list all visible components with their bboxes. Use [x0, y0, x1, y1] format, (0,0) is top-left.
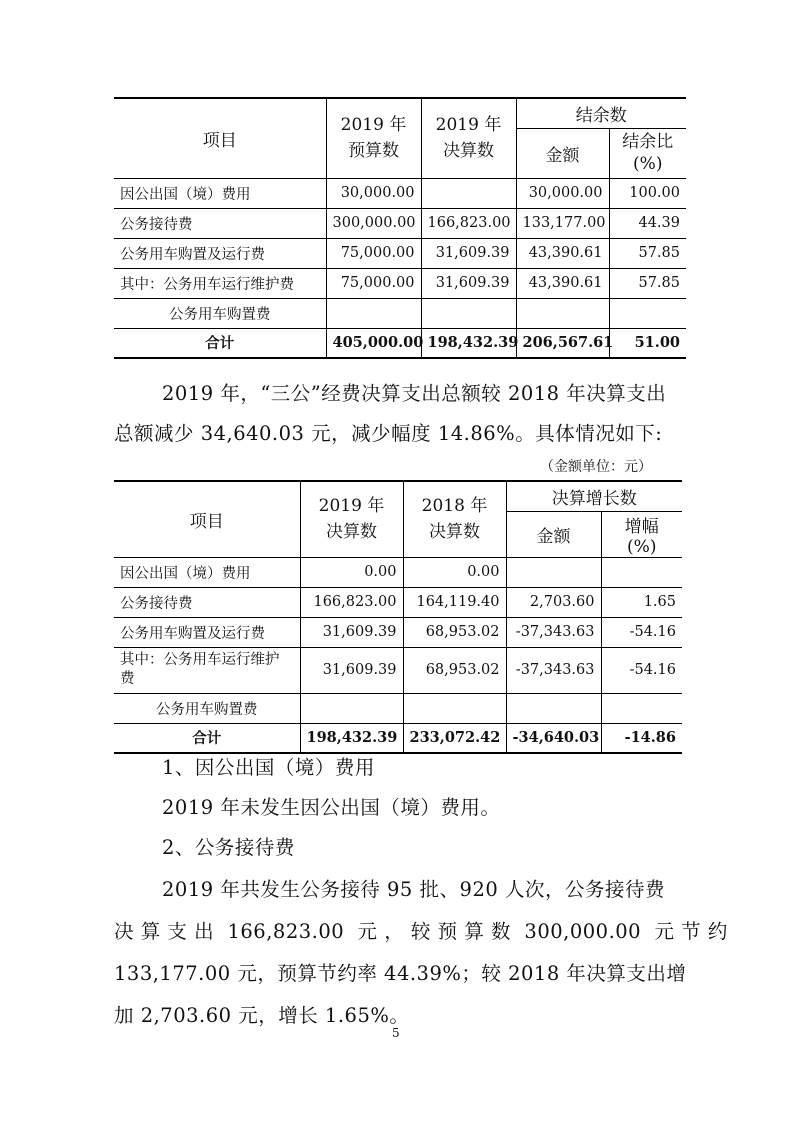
table-total-row: 合计 405,000.00 198,432.39 206,567.61 51.00	[114, 328, 686, 358]
table-row: 因公出国（境）费用 30,000.00 30,000.00 100.00	[114, 178, 686, 208]
paragraph-line: 决 算 支 出 166,823.00 元 ， 较 预 算 数 300,000.00 元 节 约	[114, 920, 728, 943]
paragraph-line: 133,177.00 元，预算节约率 44.39%；较 2018 年决算支出增	[114, 962, 687, 985]
header-budget: 2019 年 预算数	[326, 98, 421, 178]
unit-note: （金额单位：元）	[540, 459, 652, 475]
table-total-row: 合计 198,432.39 233,072.42 -34,640.03 -14.86	[114, 723, 682, 753]
table-row: 其中：公务用车运行维护 费 31,609.39 68,953.02 -37,343.63 -54.16	[114, 647, 682, 693]
table-row: 公务用车购置费	[114, 693, 682, 723]
header-balance-ratio: 结余比 (%)	[609, 128, 686, 178]
table-row: 公务用车购置及运行费 31,609.39 68,953.02 -37,343.63 -54.16	[114, 617, 682, 647]
header-item: 项目	[114, 98, 326, 178]
table-row: 公务接待费 300,000.00 166,823.00 133,177.00 44.39	[114, 208, 686, 238]
header-item: 项目	[114, 481, 300, 557]
table-row: 公务用车购置费	[114, 298, 686, 328]
paragraph-line: 2019 年未发生因公出国（境）费用。	[162, 796, 501, 819]
paragraph-line: 2019 年共发生公务接待 95 批、920 人次，公务接待费	[162, 878, 665, 901]
table-row: 其中：公务用车运行维护费 75,000.00 31,609.39 43,390.61 57.85	[114, 268, 686, 298]
table-row: 公务接待费 166,823.00 164,119.40 2,703.60 1.65	[114, 587, 682, 617]
header-actual: 2019 年 决算数	[421, 98, 516, 178]
section-title: 2、公务接待费	[162, 836, 295, 859]
header-balance-amount: 金额	[516, 128, 609, 178]
table-row: 因公出国（境）费用 0.00 0.00	[114, 557, 682, 587]
header-2019: 2019 年 决算数	[300, 481, 403, 557]
header-growth-amount: 金额	[506, 511, 601, 557]
paragraph-line: 2019 年，“三公”经费决算支出总额较 2018 年决算支出	[162, 382, 667, 405]
section-title: 1、因公出国（境）费用	[162, 756, 375, 779]
header-growth: 决算增长数	[506, 481, 682, 511]
budget-balance-table	[114, 97, 686, 359]
page-number: 5	[392, 1026, 400, 1040]
header-growth-rate: 增幅 (%)	[601, 511, 682, 557]
paragraph-line: 总额减少 34,640.03 元，减少幅度 14.86%。具体情况如下:	[114, 422, 663, 445]
table-row: 公务用车购置及运行费 75,000.00 31,609.39 43,390.61 57.85	[114, 238, 686, 268]
year-comparison-table	[114, 480, 682, 754]
header-balance: 结余数	[516, 98, 686, 128]
header-2018: 2018 年 决算数	[403, 481, 506, 557]
paragraph-line: 加 2,703.60 元，增长 1.65%。	[114, 1004, 410, 1027]
